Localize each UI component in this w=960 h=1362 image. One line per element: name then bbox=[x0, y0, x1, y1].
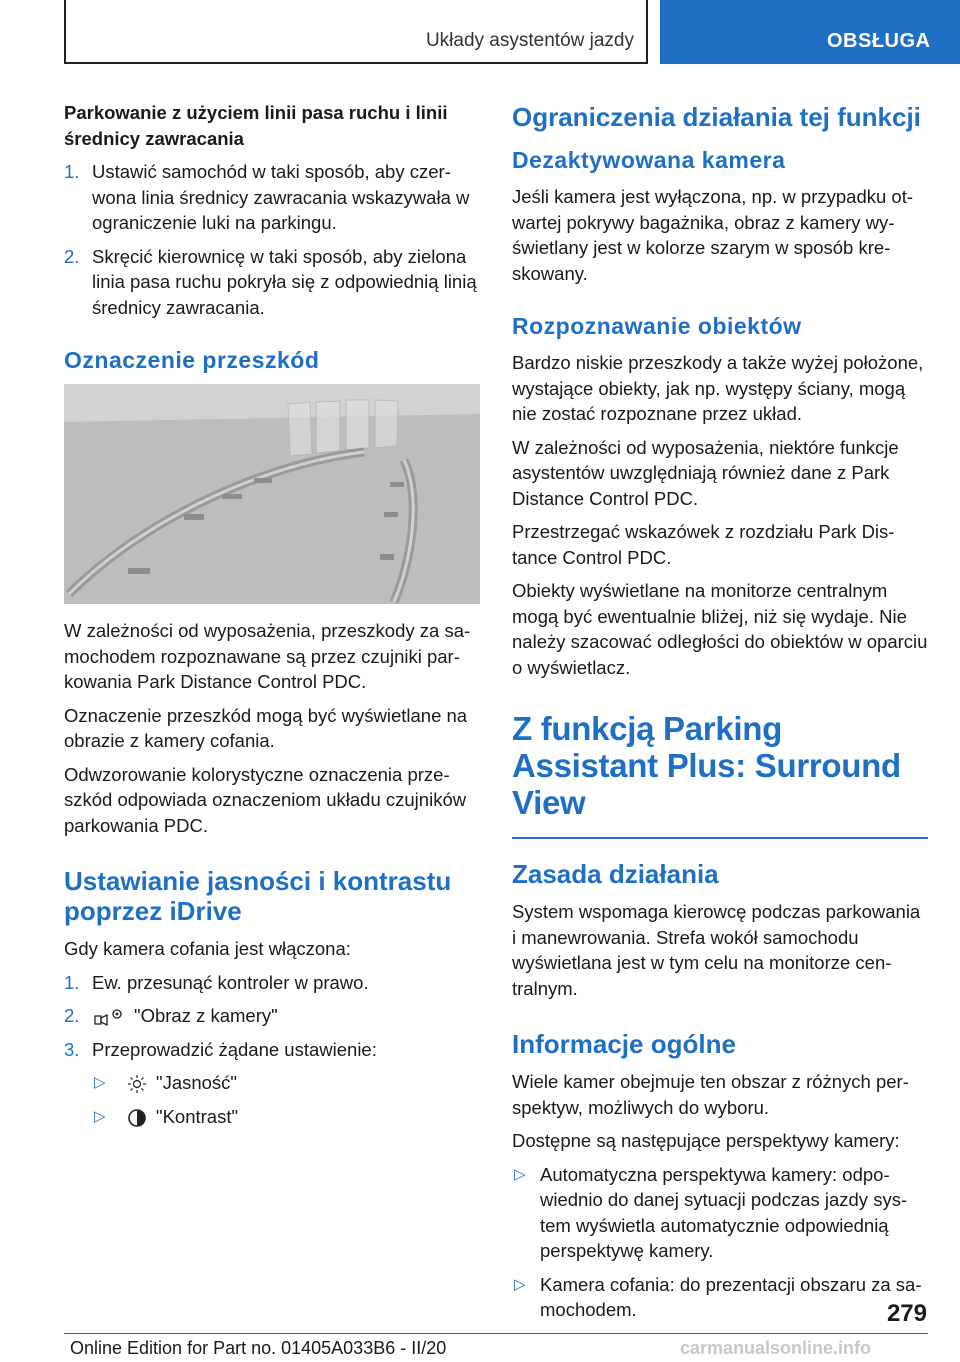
camera-off-paragraph: Jeśli kamera jest wyłączona, np. w przypadku otwartej pokrywy bagażnika, obraz z kamery wyświetlany jest w kolorze szarym w sposób kreskowany. bbox=[512, 186, 914, 284]
recognition-paragraph: Przestrzegać wskazówek z rozdziału Park Distance Control PDC. bbox=[512, 521, 895, 568]
step-text: Ustawić samochód w taki sposób, aby czerwona linia średnicy zawracania wskazywała w ograniczenie luki na parkingu. bbox=[92, 161, 470, 233]
step-number: 3. bbox=[64, 1038, 80, 1060]
camera-view-illustration bbox=[64, 384, 480, 604]
brightness-intro: Gdy kamera cofania jest włączona: bbox=[64, 938, 351, 959]
perspective-text: Kamera cofania: do prezentacji obszaru za samochodem. bbox=[540, 1273, 922, 1320]
header-box bbox=[64, 0, 648, 64]
list-item bbox=[512, 1162, 928, 1264]
bullet-triangle-icon: ▷ bbox=[514, 1165, 526, 1183]
option-text: "Kontrast" bbox=[156, 1105, 239, 1127]
list-item bbox=[64, 1003, 480, 1029]
obstacle-paragraph: Odwzorowanie kolorystyczne oznaczenia przeszkód odpowiada oznaczeniom układu czujników parkowania PDC. bbox=[64, 763, 467, 836]
brightness-steps-list bbox=[64, 970, 480, 1063]
list-item bbox=[92, 1104, 480, 1130]
contrast-icon bbox=[126, 1107, 148, 1129]
list-item bbox=[64, 970, 480, 996]
right-column bbox=[512, 100, 928, 1331]
object-recognition-heading: Rozpoznawanie obiektów bbox=[512, 313, 802, 339]
general-info-heading: Informacje ogólne bbox=[512, 1029, 736, 1059]
camera-settings-icon bbox=[92, 1006, 126, 1028]
list-item bbox=[64, 244, 480, 321]
step-number: 1. bbox=[64, 161, 80, 182]
bullet-triangle-icon: ▷ bbox=[514, 1275, 526, 1293]
left-column bbox=[64, 100, 480, 1137]
recognition-paragraph: Bardzo niskie przeszkody a także wyżej położone, wystające obiekty, jak np. występy ściany, mogą nie zostać rozpoznane przez układ. bbox=[512, 352, 924, 424]
section-title: Układy asystentów jazdy bbox=[425, 30, 634, 51]
section-tab-label: OBSŁUGA bbox=[827, 30, 931, 52]
list-item bbox=[64, 1037, 480, 1063]
list-item bbox=[92, 1070, 480, 1096]
principle-paragraph: System wspomaga kierowcę podczas parkowania i manewrowania. Strefa wokół samochodu wyświetlana jest w tym celu na monitorze centralnym. bbox=[512, 901, 921, 999]
recognition-paragraph: W zależności od wyposażenia, niektóre funkcje asystentów uwzględniają również dane z Park Distance Control PDC. bbox=[512, 436, 899, 509]
list-item bbox=[512, 1272, 928, 1323]
camera-perspectives-list bbox=[512, 1162, 928, 1323]
surround-view-heading: Z funkcją Parking Assistant Plus: Surround View bbox=[512, 710, 901, 821]
obstacle-paragraph: W zależności od wyposażenia, przeszkody za samochodem rozpoznawane są przez czujniki parkowania Park Distance Control PDC. bbox=[64, 620, 471, 692]
bullet-triangle-icon: ▷ bbox=[94, 1074, 106, 1091]
parking-steps-list bbox=[64, 159, 480, 320]
step-text: Skręcić kierownicę w taki sposób, aby zielona linia pasa ruchu pokryła się z odpowiednią linią średnicy zawracania. bbox=[92, 245, 477, 318]
step-number: 2. bbox=[64, 245, 80, 267]
sun-icon bbox=[126, 1073, 148, 1095]
recognition-paragraph: Obiekty wyświetlane na monitorze centralnym mogą być ewentualnie bliżej, niż się wydaje. Nie należy szacować odległości do obiektów w oparciu o wyświetlacz. bbox=[512, 580, 928, 678]
step-text: Ew. przesunąć kontroler w prawo. bbox=[92, 971, 369, 993]
principle-heading: Zasada działania bbox=[512, 859, 719, 889]
list-item bbox=[64, 159, 480, 236]
parking-lines-heading: Parkowanie z użyciem linii pasa ruchu i linii średnicy zawracania bbox=[64, 102, 448, 149]
step-number: 2. bbox=[64, 1005, 80, 1026]
step-text: "Obraz z kamery" bbox=[134, 1005, 278, 1026]
obstacle-paragraph: Oznaczenie przeszkód mogą być wyświetlane na obrazie z kamery cofania. bbox=[64, 704, 468, 751]
perspective-text: Automatyczna perspektywa kamery: odpowiednio do danej sytuacji podczas jazdy system wyświetla automatycznie odpowiednią perspektywę kamery. bbox=[540, 1163, 908, 1261]
brightness-options-list bbox=[92, 1070, 480, 1129]
step-number: 1. bbox=[64, 971, 80, 993]
page-number: 279 bbox=[886, 1300, 927, 1327]
step-text: Przeprowadzić żądane ustawienie: bbox=[92, 1038, 377, 1060]
edition-text: Online Edition for Part no. 01405A033B6 - II/20 bbox=[70, 1338, 447, 1358]
general-paragraph: Wiele kamer obejmuje ten obszar z różnych perspektyw, możliwych do wyboru. bbox=[512, 1071, 909, 1118]
section-tab[interactable] bbox=[660, 0, 960, 64]
brightness-contrast-heading: Ustawianie jasności i kontrastu poprzez iDrive bbox=[64, 866, 452, 926]
watermark-text: carmanualsonline.info bbox=[680, 1338, 872, 1358]
bullet-triangle-icon: ▷ bbox=[94, 1107, 106, 1125]
general-paragraph: Dostępne są następujące perspektywy kamery: bbox=[512, 1130, 900, 1151]
obstacle-marking-heading: Oznaczenie przeszkód bbox=[64, 347, 320, 373]
function-limits-heading: Ograniczenia działania tej funkcji bbox=[512, 102, 921, 132]
option-text: "Jasność" bbox=[156, 1072, 238, 1093]
heading-rule bbox=[512, 837, 928, 839]
footer-rule bbox=[64, 1333, 928, 1334]
camera-off-heading: Dezaktywowana kamera bbox=[512, 147, 786, 173]
